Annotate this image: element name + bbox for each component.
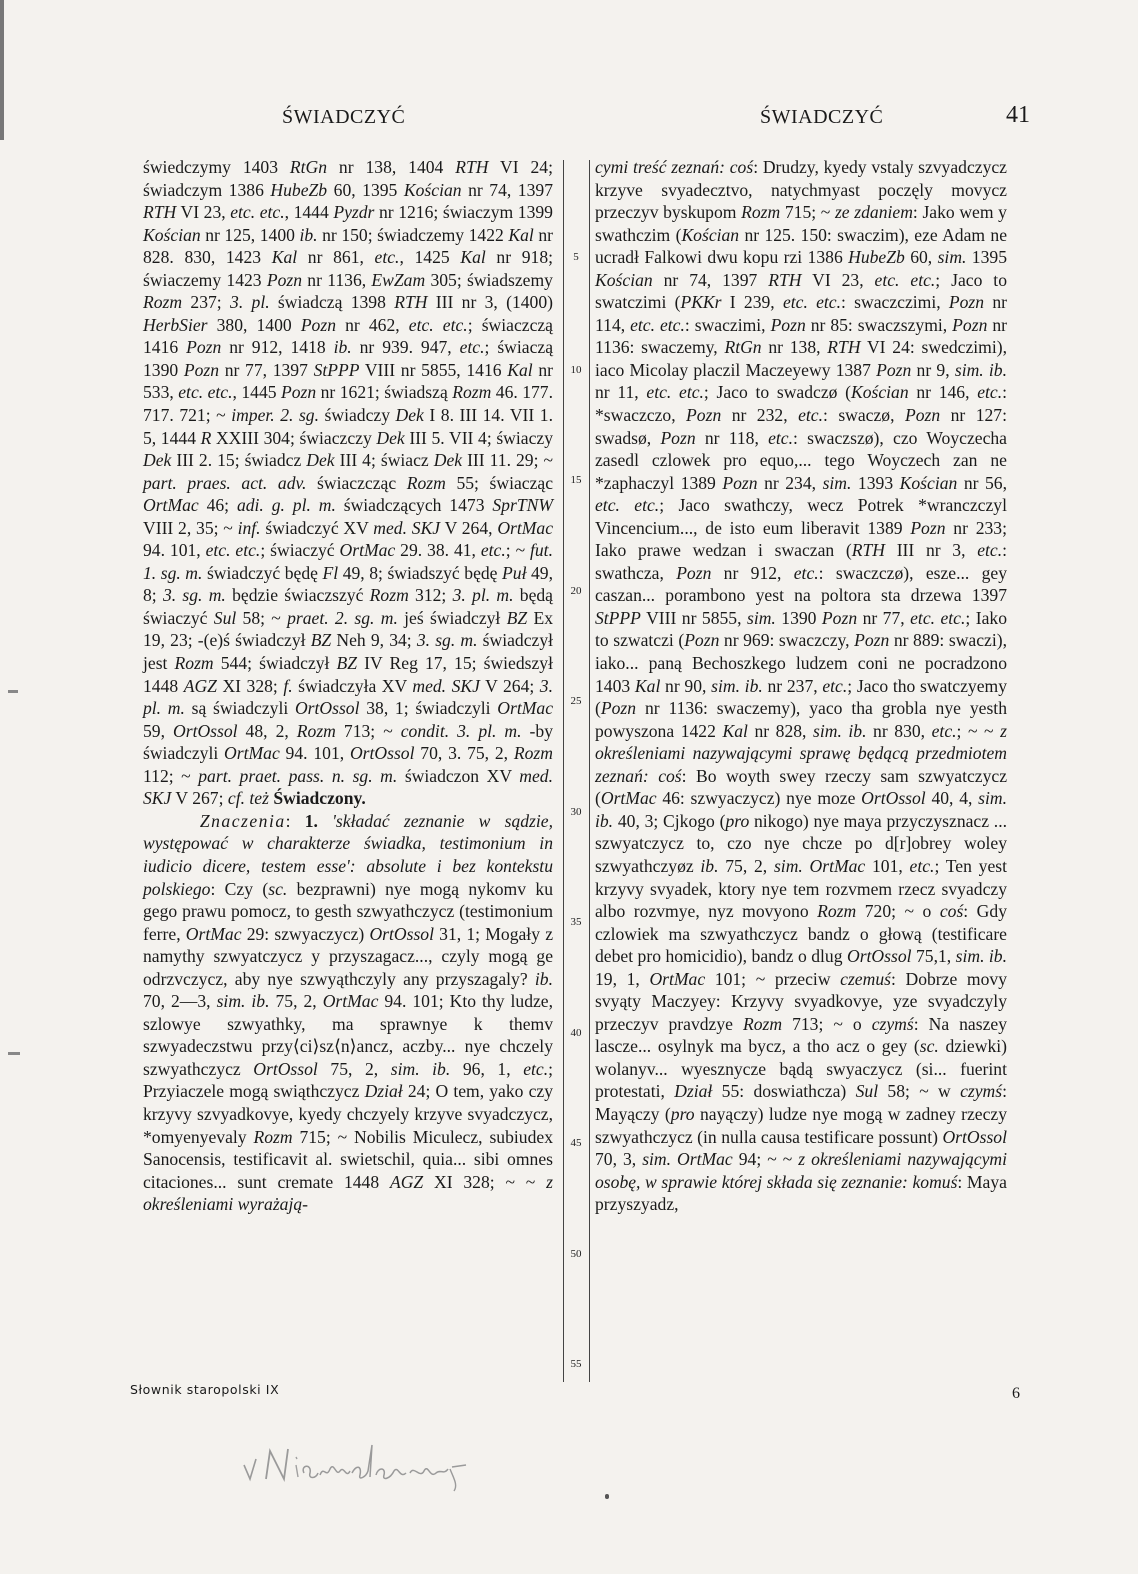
ink-speck [605, 1494, 609, 1499]
line-number: 10 [570, 364, 582, 376]
column-rule-upper [563, 160, 564, 1382]
header-right-title: ŚWIADCZYĆ [760, 106, 884, 128]
margin-mark [8, 1052, 20, 1055]
line-number: 25 [570, 695, 582, 707]
line-number: 5 [573, 251, 579, 263]
column-rule-lower [589, 160, 590, 1382]
line-number: 15 [570, 474, 582, 486]
line-number: 20 [570, 585, 582, 597]
right-column-text: cymi treść zeznań: coś: Drudzy, kyedy vstaly szvyadczycz krzyve svyadecztvo, natychmyast poczęly movycz przeczyv byskupom Rozm 715; ~ ze zdaniem: Jako wem y swathczim (Kościan nr 125. 150: swaczim), eze Adam ne ucradł Falkowi dwu kopu rzi 1386 HubeZb 60, sim. 1395 Kościan nr 74, 1397 RTH VI 23, etc. etc.; Jaco to swatczimi (PKKr I 239, etc. etc.: swaczczimi, Pozn nr 114, etc. etc.: swaczimi, Pozn nr 85: swaczszymi, Pozn nr 1136: swaczemy, RtGn nr 138, RTH VI 24: swedczimi), iaco Micolay placzil Maczeyewy 1387 Pozn nr 9, sim. ib. nr 11, etc. etc.; Jaco to swadczø (Kościan nr 146, etc.: *swaczczo, Pozn nr 232, etc.: swaczø, Pozn nr 127: swadsø, Pozn nr 118, etc.: swaczszø), czo Woyczecha zasedl czlowek pro equo,... tego Woyczech zan ne *zaphaczyl 1389 Pozn nr 234, sim. 1393 Kościan nr 56, etc. etc.; Jaco swathczy, wecz Potrek *wranczczyl Vincencium..., de isto eum liberavit 1389 Pozn nr 233; Iako prawe wedzan i swaczan (RTH III nr 3, etc.: swathcza, Pozn nr 912, etc.: swaczczø), esze... gey caszan... porambono yest na poltora sta drzewa 1397 StPPP VIII nr 5855, sim. 1390 Pozn nr 77, etc. etc.; Iako to szwatczi (Pozn nr 969: swaczczy, Pozn nr 889: swaczi), iako... paną Bechoszkego ludzem coni ne pocradzono 1403 Kal nr 90, sim. ib. nr 237, etc.; Jaco tho swatczyemy (Pozn nr 1136: swaczemy), yaco tha grobla nye yesth powyszona 1422 Kal nr 828, sim. ib. nr 830, etc.; ~ ~ z określeniami nazywającymi sprawę będącą przedmiotem zeznań: coś: Bo woyth swey rzeczy sam szwyatczycz (OrtMac 46: szwyaczycz) nye moze OrtOssol 40, 4, sim. ib. 40, 3; Cjkogo (pro nikogo) nye maya przyczysznacz ... szwyatczycz to, czo nye chcze po d[r]obrey woley szwyathczyøz ib. 75, 2, sim. OrtMac 101, etc.; Ten yest krzyvy svyadek, ktory nye tem rozvmem rzecz svyadczy albo rozvmye, nyz movyono Rozm 720; ~ o coś: Gdy czlowiek ma szwyathczycz bandz o głową (testificare debet pro homicidio), bandz o dlug OrtOssol 75,1, sim. ib. 19, 1, OrtMac 101; ~ przeciw czemuś: Dobrze movy svyąty Maczyey: Krzyvy svyadkovye, yze svyadczyly przeczyv pravdzye Rozm 713; ~ o czymś: Na naszey lascze... osylnyk ma bycz, a tho acz o gey (sc. dziewki) wolanyv... wyesznycze bądą swyaczycz (si... fuerint protestati, Dział 55: doswiathcza) Sul 58; ~ w czymś: Mayączy (pro nayączy) ludze nye mogą w zadney rzeczy szwyathczycz (in nulla causa testificare possunt) OrtOssol 70, 3, sim. OrtMac 94; ~ ~ z określeniami nazywającymi osobę, w sprawie której składa się zeznanie: komuś: Maya przyszyadz, [595, 157, 1008, 1215]
line-number: 35 [570, 916, 582, 928]
page-number: 41 [1006, 102, 1030, 128]
margin-mark [8, 690, 18, 693]
running-header [0, 100, 1138, 134]
publication-footer: Słownik staropolski IX [130, 1382, 280, 1397]
line-number: 45 [570, 1137, 582, 1149]
line-number: 30 [570, 806, 582, 818]
line-number: 55 [570, 1358, 582, 1370]
line-number: 40 [570, 1027, 582, 1039]
handwritten-note-image [240, 1435, 490, 1495]
sheet-signature: 6 [1012, 1385, 1020, 1402]
header-left-title: ŚWIADCZYĆ [282, 106, 406, 128]
left-column-text: świedczymy 1403 RtGn nr 138, 1404 RTH VI 24; świadczym 1386 HubeZb 60, 1395 Kościan nr 74, 1397 RTH VI 23, etc. etc., 1444 Pyzdr nr 1216; świaczym 1399 Kościan nr 125, 1400 ib. nr 150; świadczemy 1422 Kal nr 828. 830, 1423 Kal nr 861, etc., 1425 Kal nr 918; świaczemy 1423 Pozn nr 1136, EwZam 305; świadszemy Rozm 237; 3. pl. świadczą 1398 RTH III nr 3, (1400) HerbSier 380, 1400 Pozn nr 462, etc. etc.; świaczczą 1416 Pozn nr 912, 1418 ib. nr 939. 947, etc.; świaczą 1390 Pozn nr 77, 1397 StPPP VIII nr 5855, 1416 Kal nr 533, etc. etc., 1445 Pozn nr 1621; świadszą Rozm 46. 177. 717. 721; ~ imper. 2. sg. świadczy Dek I 8. III 14. VII 1. 5, 1444 R XXIII 304; świaczczy Dek III 5. VII 4; świaczy Dek III 2. 15; świadcz Dek III 4; świacz Dek III 11. 29; ~ part. praes. act. adv. świaczcząc Rozm 55; świacząc OrtMac 46; adi. g. pl. m. świadczących 1473 SprTNW VIII 2, 35; ~ inf. świadczyć XV med. SKJ V 264, OrtMac 94. 101, etc. etc.; świaczyć OrtMac 29. 38. 41, etc.; ~ fut. 1. sg. m. świadczyć będę Fl 49, 8; świadszyć będę Puł 49, 8; 3. sg. m. będzie świaczszyć Rozm 312; 3. pl. m. będą świaczyć Sul 58; ~ praet. 2. sg. m. jeś świadczył BZ Ex 19, 23; -(e)ś świadczył BZ Neh 9, 34; 3. sg. m. świadczył jest Rozm 544; świadczył BZ IV Reg 17, 15; świedszył 1448 AGZ XI 328; f. świadczyła XV med. SKJ V 264; 3. pl. m. są świadczyli OrtOssol 38, 1; świadczyli OrtMac 59, OrtOssol 48, 2, Rozm 713; ~ condit. 3. pl. m. -by świadczyli OrtMac 94. 101, OrtOssol 70, 3. 75, 2, Rozm 112; ~ part. praet. pass. n. sg. m. świadczon XV med. SKJ V 267; cf. też Świadczony. Znaczenia: 1. 'składać zeznanie w sądzie, występować w charakterze świadka, testimonium in iudicio dicere, testem esse': absolute i bez kontekstu polskiego: Czy (sc. bezprawni) nye mogą nykomv ku gego prawu pomocz, to gesth szwyathczycz (testimonium ferre, OrtMac 29: szwyaczycz) OrtOssol 31, 1; Mogały z namythy szwyatczycz y przyszagacz..., czyly mogą ge odrzvczycz, aby nye szwyąthczyly any przyszagaly? ib. 70, 2—3, sim. ib. 75, 2, OrtMac 94. 101; Kto thy ludze, szlowye szwyathky, ma sprawnye k themv szwyadeczstwu przy⟨ci⟩sz⟨n⟩ancz, aczby... nye chczely szwyathczycz OrtOssol 75, 2, sim. ib. 96, 1, etc.; Przyiaczele mogą swiąthczycz Dział 24; O tem, yako czy krzyvy szvyadkovye, kyedy chczyely krzyve svyadczycz, *omyenyevaly Rozm 715; ~ Nobilis Miculecz, subiudex Sanocensis, testificavit al. swietschil, quia... sibi omnes citaciones... sunt cremate 1448 AGZ XI 328; ~ ~ z określeniami wyrażają- [143, 157, 554, 1215]
line-number: 50 [570, 1248, 582, 1260]
scan-edge-mark [0, 0, 4, 140]
